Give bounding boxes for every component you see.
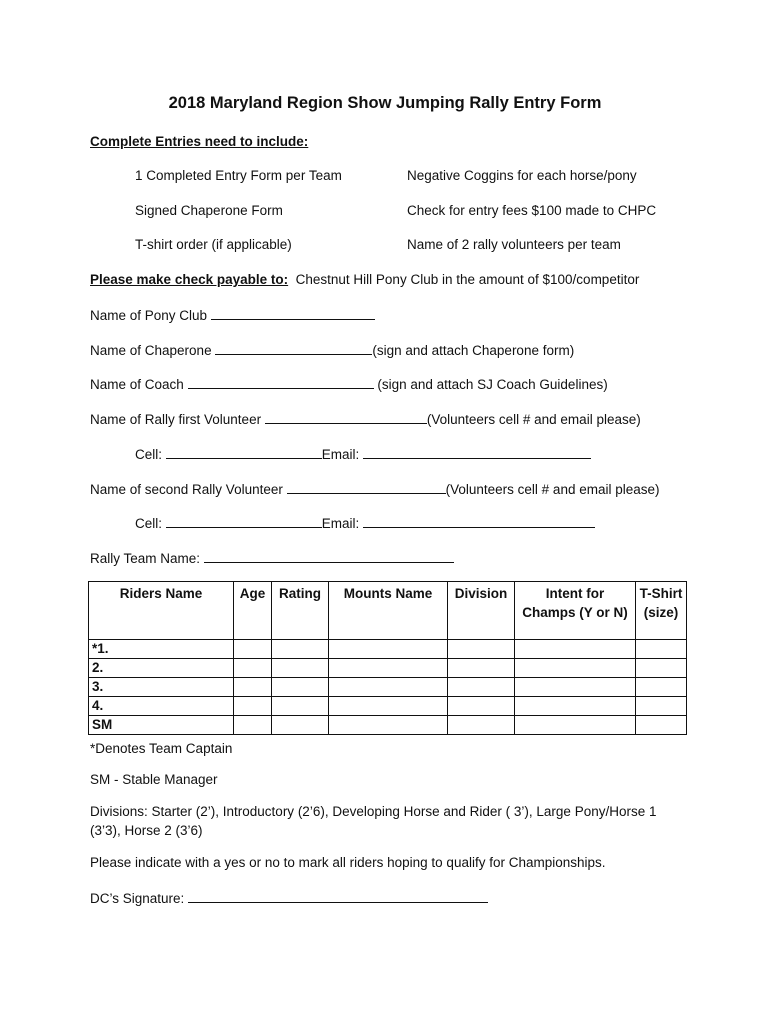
- table-cell[interactable]: [234, 659, 272, 678]
- table-cell[interactable]: [234, 716, 272, 735]
- pony-club-row: [90, 306, 375, 325]
- team-name-label: Rally Team Name:: [90, 551, 201, 566]
- signature-label: DC’s Signature:: [90, 891, 185, 906]
- volunteer2-cell-field[interactable]: [166, 514, 322, 528]
- col-division: Division: [448, 582, 515, 640]
- volunteer2-label: Name of second Rally Volunteer: [90, 482, 283, 497]
- table-cell[interactable]: [448, 640, 515, 659]
- chaperone-label: Name of Chaperone: [90, 343, 212, 358]
- table-cell[interactable]: [448, 678, 515, 697]
- table-cell[interactable]: [448, 659, 515, 678]
- payment-label: Please make check payable to:: [90, 272, 289, 287]
- table-cell[interactable]: [234, 678, 272, 697]
- entries-table: [88, 581, 687, 735]
- table-cell[interactable]: [329, 640, 448, 659]
- volunteer2-field[interactable]: [287, 480, 446, 494]
- captain-note: *Denotes Team Captain: [90, 741, 233, 756]
- table-cell[interactable]: [448, 716, 515, 735]
- cell-label: Cell:: [135, 447, 163, 462]
- team-name-row: [90, 549, 454, 568]
- table-cell[interactable]: [272, 659, 329, 678]
- requirement-item: Check for entry fees $100 made to CHPC: [407, 203, 657, 218]
- volunteer2-email-field[interactable]: [363, 514, 595, 528]
- volunteer2-note: (Volunteers cell # and email please): [445, 482, 660, 497]
- table-cell[interactable]: [272, 678, 329, 697]
- divisions-line-2: (3’3), Horse 2 (3’6): [90, 823, 203, 838]
- requirement-item: 1 Completed Entry Form per Team: [135, 168, 342, 183]
- volunteer1-email-field[interactable]: [363, 445, 591, 459]
- table-row: [89, 678, 687, 697]
- cell-label: Cell:: [135, 516, 163, 531]
- coach-field[interactable]: [188, 375, 374, 389]
- table-row: [89, 640, 687, 659]
- signature-field[interactable]: [188, 889, 488, 903]
- table-cell[interactable]: [272, 716, 329, 735]
- col-tshirt-size: T-Shirt (size): [636, 582, 687, 640]
- table-cell[interactable]: [329, 678, 448, 697]
- table-cell[interactable]: [515, 716, 636, 735]
- table-cell[interactable]: [636, 697, 687, 716]
- table-cell[interactable]: [636, 659, 687, 678]
- table-cell[interactable]: [329, 659, 448, 678]
- volunteer1-label: Name of Rally first Volunteer: [90, 412, 262, 427]
- table-row: [89, 659, 687, 678]
- requirement-item: Name of 2 rally volunteers per team: [407, 237, 621, 252]
- row-label: *1.: [89, 640, 234, 659]
- table-cell[interactable]: [329, 697, 448, 716]
- row-label: 4.: [89, 697, 234, 716]
- pony-club-field[interactable]: [211, 306, 375, 320]
- table-cell[interactable]: [234, 697, 272, 716]
- requirement-item: T-shirt order (if applicable): [135, 237, 292, 252]
- team-name-field[interactable]: [204, 549, 454, 563]
- table-cell[interactable]: [329, 716, 448, 735]
- col-mounts-name: Mounts Name: [329, 582, 448, 640]
- row-label: 2.: [89, 659, 234, 678]
- col-riders-name: Riders Name: [89, 582, 234, 640]
- table-cell[interactable]: [448, 697, 515, 716]
- signature-row: [90, 889, 488, 908]
- volunteer2-contact-row: [135, 514, 595, 533]
- table-cell[interactable]: [636, 716, 687, 735]
- sm-note: SM - Stable Manager: [90, 772, 218, 787]
- coach-row: [90, 375, 608, 394]
- chaperone-row: [90, 341, 574, 360]
- volunteer1-row: [90, 410, 641, 429]
- table-cell[interactable]: [272, 640, 329, 659]
- requirements-heading: Complete Entries need to include:: [90, 134, 309, 149]
- table-cell[interactable]: [234, 640, 272, 659]
- table-cell[interactable]: [515, 640, 636, 659]
- requirement-item: Negative Coggins for each horse/pony: [407, 168, 637, 183]
- email-label: Email:: [321, 447, 360, 462]
- volunteer1-cell-field[interactable]: [166, 445, 322, 459]
- table-cell[interactable]: [272, 697, 329, 716]
- email-label: Email:: [321, 516, 360, 531]
- form-title: 2018 Maryland Region Show Jumping Rally Entry Form: [168, 94, 602, 112]
- divisions-line-1: Divisions: Starter (2’), Introductory (2’6), Developing Horse and Rider ( 3’), Large Pony/Horse 1: [90, 804, 657, 819]
- coach-note: (sign and attach SJ Coach Guidelines): [377, 377, 608, 392]
- volunteer1-contact-row: [135, 445, 591, 464]
- volunteer1-field[interactable]: [265, 410, 427, 424]
- row-label: 3.: [89, 678, 234, 697]
- row-label: SM: [89, 716, 234, 735]
- col-age: Age: [234, 582, 272, 640]
- volunteer1-note: (Volunteers cell # and email please): [426, 412, 641, 427]
- volunteer2-row: [90, 480, 660, 499]
- championship-instruction: Please indicate with a yes or no to mark all riders hoping to qualify for Championships.: [90, 855, 606, 870]
- col-intent-champs: Intent for Champs (Y or N): [515, 582, 636, 640]
- chaperone-note: (sign and attach Chaperone form): [372, 343, 575, 358]
- table-cell[interactable]: [515, 678, 636, 697]
- col-rating: Rating: [272, 582, 329, 640]
- table-cell[interactable]: [515, 697, 636, 716]
- coach-label: Name of Coach: [90, 377, 184, 392]
- table-cell[interactable]: [636, 678, 687, 697]
- table-row: [89, 697, 687, 716]
- payment-text: Chestnut Hill Pony Club in the amount of $100/competitor: [295, 272, 640, 287]
- table-cell[interactable]: [515, 659, 636, 678]
- chaperone-field[interactable]: [215, 341, 372, 355]
- pony-club-label: Name of Pony Club: [90, 308, 208, 323]
- table-header-row: [89, 582, 687, 640]
- payment-line: [90, 271, 639, 289]
- requirement-item: Signed Chaperone Form: [135, 203, 283, 218]
- table-row: [89, 716, 687, 735]
- table-cell[interactable]: [636, 640, 687, 659]
